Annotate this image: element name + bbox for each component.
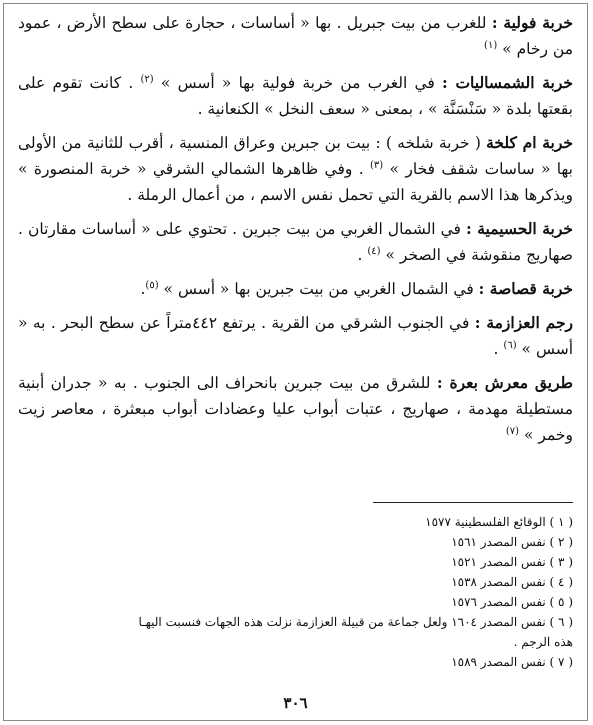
footnote-2: ( ٢ ) نفس المصدر ١٥٦١ xyxy=(451,535,573,549)
entry-term: خربة ام كلخة xyxy=(486,133,573,152)
footnotes xyxy=(48,512,573,672)
entry-khirbet-husaymiya xyxy=(18,216,573,268)
entry-khirbet-umm-kalkha xyxy=(18,130,573,208)
entry-term: خربة الشمساليات : xyxy=(442,73,573,92)
entry-khirbet-qassasa xyxy=(18,276,573,302)
entry-tail: . xyxy=(493,340,504,358)
footnote-3: ( ٣ ) نفس المصدر ١٥٢١ xyxy=(451,555,573,569)
entry-text: للغرب من بيت جبريل . بها « أساسات ، حجارة على سطح الأرض ، عمود من رخام » xyxy=(18,14,573,58)
footnote-ref[interactable]: (٤) xyxy=(367,245,381,257)
entry-text: للشرق من بيت جبرين بانحراف الى الجنوب . به « جدران أبنية مستطيلة مهدمة ، صهاريج ، عتبات أبواب عليا وعضادات أبواب مبعثرة ، معاصر زيت وخمر » xyxy=(18,374,573,444)
entry-rujm-azazma xyxy=(18,310,573,362)
footnote-4: ( ٤ ) نفس المصدر ١٥٣٨ xyxy=(451,575,573,589)
entry-text: ( خربة شلخه ) : بيت بن جبرين وعراق المنسية ، أقرب للثانية من الأولى بها « ساسات شقف فخار » xyxy=(18,134,573,178)
footnote-ref[interactable]: (١) xyxy=(484,39,498,51)
footnote-ref[interactable]: (٧) xyxy=(505,425,520,437)
entry-tariq-maarash xyxy=(18,370,573,448)
entry-term: خربة الحسيمية : xyxy=(466,219,573,238)
entry-text: في الجنوب الشرقي من القرية . يرتفع ٤٤٢متراً عن سطح البحر . به « أسس » xyxy=(18,314,573,358)
footnote-6: ( ٦ ) نفس المصدر ١٦٠٤ ولعل جماعة من قبيلة العزازمة نزلت هذه الجهات فنسبت اليهـا xyxy=(138,615,573,629)
entry-text: في الشمال الغربي من بيت جبرين . تحتوي على « أساسات مقارتان . صهاريج منقوشة في الصخر » xyxy=(18,220,573,264)
entry-term: خربة فولية : xyxy=(491,13,573,32)
footnote-ref[interactable]: (٣) xyxy=(370,159,384,171)
entry-text: في الغرب من خربة فولية بها « أسس » xyxy=(160,74,443,92)
entry-khirbet-shamsaliyat xyxy=(18,70,573,122)
entry-term: رجم العزازمة : xyxy=(474,313,574,332)
footnote-ref[interactable]: (٢) xyxy=(140,73,154,85)
entry-tail: . وفي ظاهرها الشمالي الشرقي « خربة المنصورة » ويذكرها هذا الاسم بالقرية التي تحمل نفس الاسم ، من أعمال الرملة . xyxy=(18,160,573,204)
document-page xyxy=(18,10,573,714)
entry-text: في الشمال الغربي من بيت جبرين بها « أسس » xyxy=(163,280,479,298)
page-frame xyxy=(3,3,588,721)
entry-tail: . xyxy=(140,280,146,298)
page-number: ٣٠٦ xyxy=(283,694,308,712)
footnote-ref[interactable]: (٦) xyxy=(503,339,517,351)
footnote-5: ( ٥ ) نفس المصدر ١٥٧٦ xyxy=(451,595,573,609)
footnote-ref[interactable]: (٥) xyxy=(145,279,159,291)
entry-term: طريق معرش بعرة : xyxy=(436,373,574,392)
footnote-6-continuation: هذه الرجم . xyxy=(513,635,573,649)
footnote-1: ( ١ ) الوقائع الفلسطينية ١٥٧٧ xyxy=(425,515,573,529)
footnote-7: ( ٧ ) نفس المصدر ١٥٨٩ xyxy=(451,655,573,669)
entry-khirbet-fuliya xyxy=(18,10,573,62)
entry-term: خربة قصاصة : xyxy=(478,279,573,298)
entry-tail: . xyxy=(357,246,368,264)
entry-tail: . كانت تقوم على بقعتها بلدة « سَنْسَنَّة » ، بمعنى « سعف النخل » الكنعانية . xyxy=(18,74,573,118)
footnote-divider xyxy=(373,502,573,503)
